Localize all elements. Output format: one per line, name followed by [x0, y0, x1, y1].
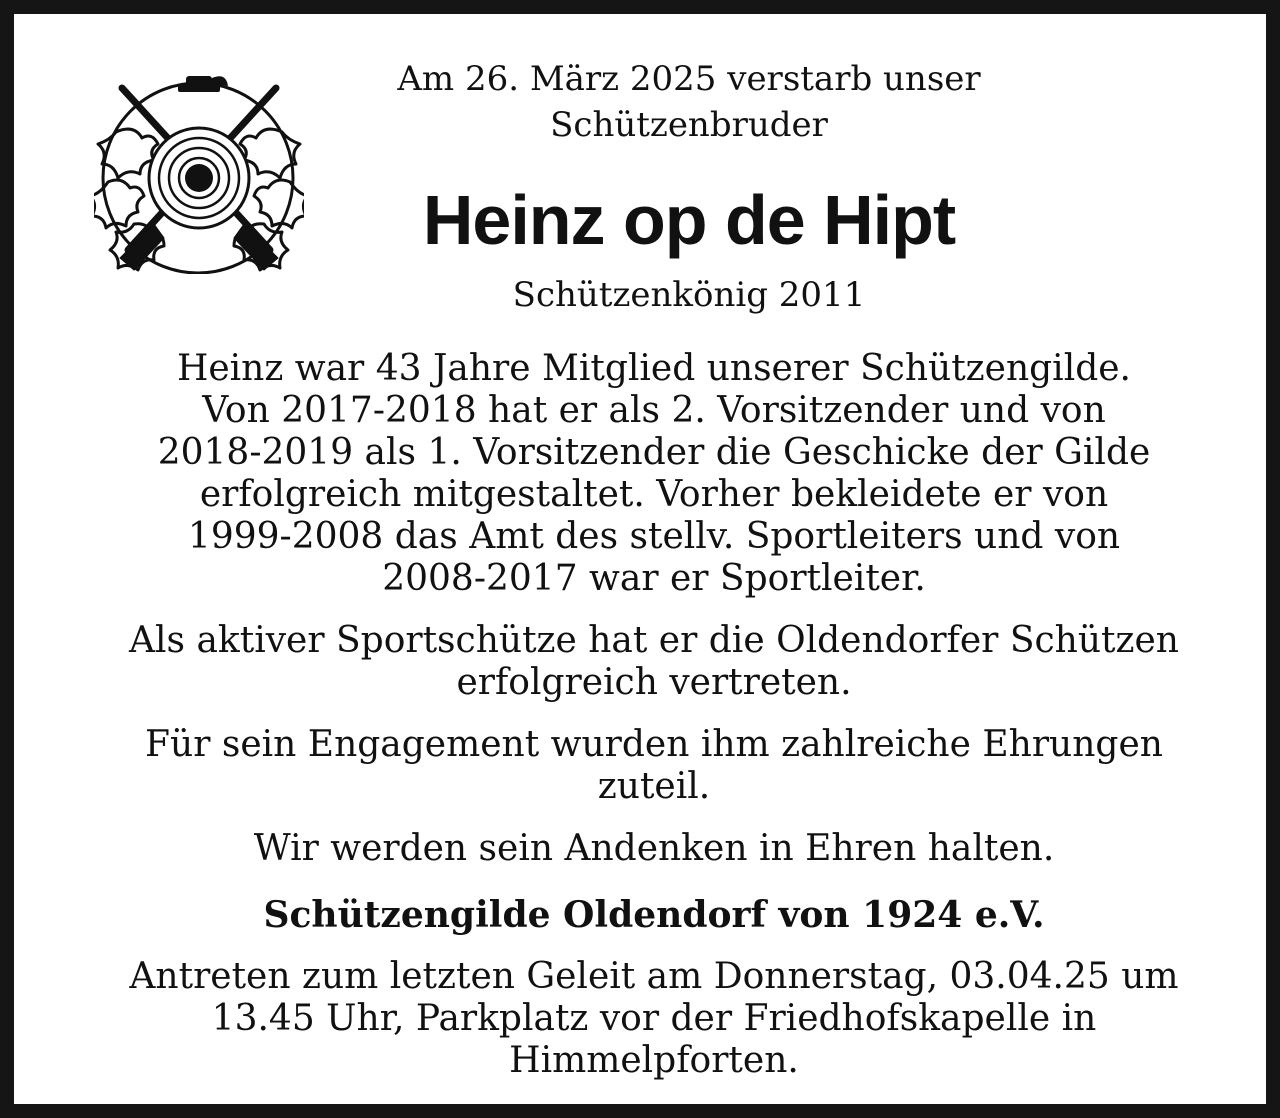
remembrance-line: Wir werden sein Andenken in Ehren halten. — [253, 828, 1055, 869]
funeral-info-line: 13.45 Uhr, Parkplatz vor der Friedhofskapelle in — [211, 998, 1097, 1039]
funeral-info-line: Antreten zum letzten Geleit am Donnerstag, 03.04.25 um — [129, 956, 1179, 997]
sport-line: erfolgreich vertreten. — [456, 662, 852, 703]
biography-line: 1999-2008 das Amt des stellv. Sportleiters und von — [187, 516, 1121, 557]
intro-line: Am 26. März 2025 verstarb unser — [397, 59, 981, 99]
honorary-title: Schützenkönig 2011 — [512, 275, 866, 315]
honors-line: zuteil. — [597, 766, 711, 807]
deceased-name: Heinz op de Hipt — [422, 181, 956, 259]
shooting-club-emblem-icon — [94, 74, 304, 274]
organization-signature: Schützengilde Oldendorf von 1924 e.V. — [263, 894, 1045, 936]
biography-line: 2008-2017 war er Sportleiter. — [382, 558, 926, 599]
biography-line: erfolgreich mitgestaltet. Vorher bekleidete er von — [199, 474, 1109, 515]
biography-line: 2018-2019 als 1. Vorsitzender die Geschicke der Gilde — [157, 432, 1151, 473]
honors-line: Für sein Engagement wurden ihm zahlreiche Ehrungen — [145, 724, 1163, 765]
intro-line: Schützenbruder — [550, 105, 828, 145]
biography-line: Von 2017-2018 hat er als 2. Vorsitzender und von — [202, 390, 1106, 431]
biography-line: Heinz war 43 Jahre Mitglied unserer Schützengilde. — [176, 348, 1132, 389]
funeral-info-line: Himmelpforten. — [509, 1040, 799, 1081]
sport-line: Als aktiver Sportschütze hat er die Oldendorfer Schützen — [129, 620, 1179, 661]
